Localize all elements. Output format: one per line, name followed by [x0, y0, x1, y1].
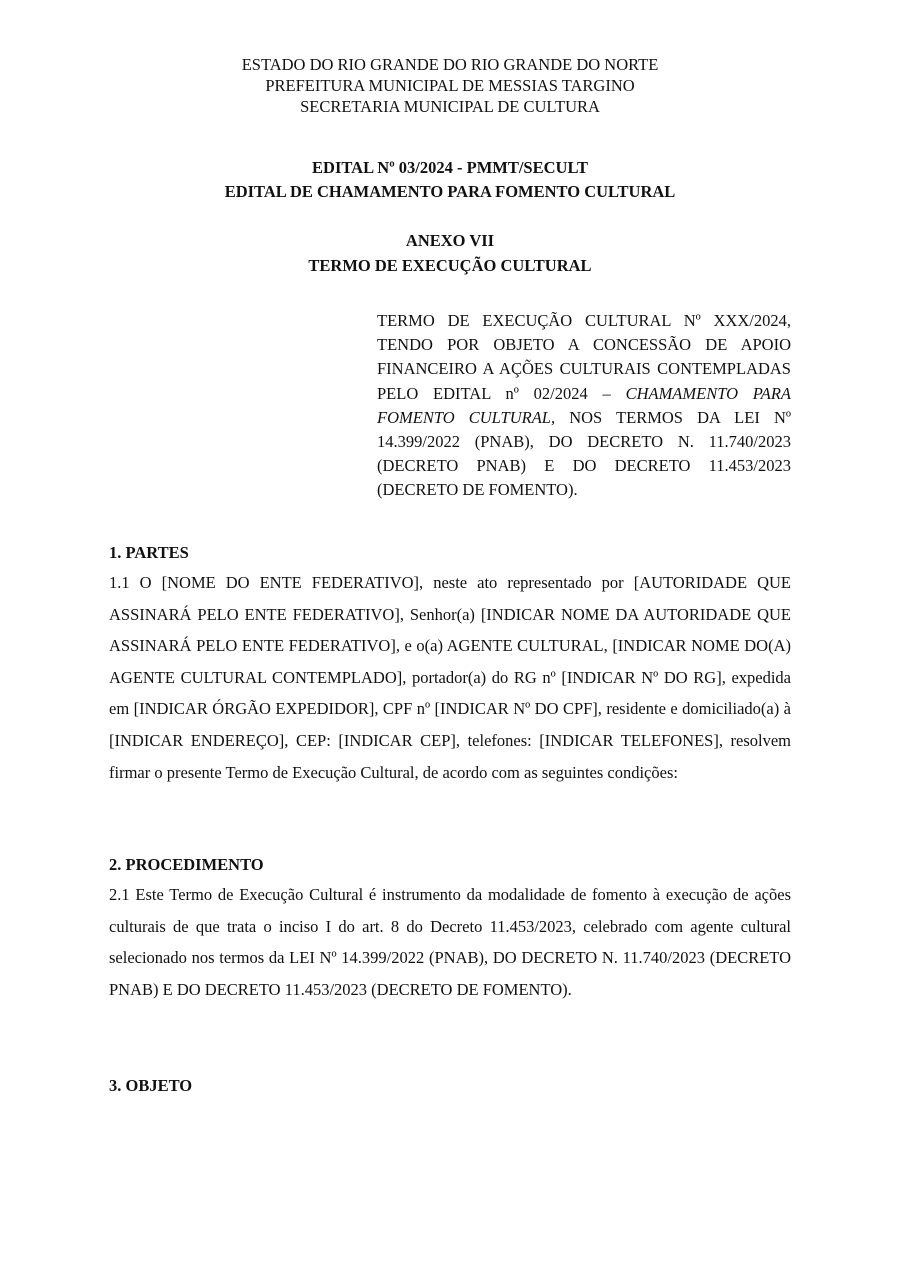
section-title-partes: 1. PARTES [109, 543, 189, 562]
edital-heading [0, 156, 900, 204]
section-text-procedimento: 2.1 Este Termo de Execução Cultural é instrumento da modalidade de fomento à execução de ações culturais de que trata o inciso I do art. 8 do Decreto 11.453/2023, celebrado com agente cultural selecionado nos termos da LEI Nº 14.399/2022 (PNAB), DO DECRETO N. 11.740/2023 (DECRETO PNAB) E DO DECRETO 11.453/2023 (DECRETO DE FOMENTO). [109, 885, 791, 999]
header-state: ESTADO DO RIO GRANDE DO RIO GRANDE DO NORTE [241, 55, 659, 74]
section-procedimento [109, 853, 791, 1005]
ementa-italic: CHAMAMENTO PARA FOMENTO CULTURAL, [377, 383, 791, 427]
ementa-part-2: NOS TERMOS DA LEI Nº 14.399/2022 (PNAB), DO DECRETO N. 11.740/2023 (DECRETO PNAB) E DO DECRETO 11.453/2023 (DECRETO DE FOMENTO). [377, 407, 791, 500]
section-partes [109, 541, 791, 788]
anexo-heading [0, 228, 900, 278]
header-prefecture: PREFEITURA MUNICIPAL DE MESSIAS TARGINO [265, 76, 635, 95]
section-title-objeto: 3. OBJETO [109, 1076, 193, 1095]
edital-number: EDITAL Nº 03/2024 - PMMT/SECULT [312, 158, 588, 177]
section-title-procedimento: 2. PROCEDIMENTO [109, 855, 264, 874]
edital-title: EDITAL DE CHAMAMENTO PARA FOMENTO CULTURAL [224, 182, 676, 201]
section-text-partes: 1.1 O [NOME DO ENTE FEDERATIVO], neste ato representado por [AUTORIDADE QUE ASSINARÁ PELO ENTE FEDERATIVO], Senhor(a) [INDICAR NOME DA AUTORIDADE QUE ASSINARÁ PELO ENTE FEDERATIVO], e o(a) AGENTE CULTURAL, [INDICAR NOME DO(A) AGENTE CULTURAL CONTEMPLADO], portador(a) do RG nº [INDICAR Nº DO RG], expedida em [INDICAR ÓRGÃO EXPEDIDOR], CPF nº [INDICAR Nº DO CPF], residente e domiciliado(a) à [INDICAR ENDEREÇO], CEP: [INDICAR CEP], telefones: [INDICAR TELEFONES], resolvem firmar o presente Termo de Execução Cultural, de acordo com as seguintes condições: [109, 573, 791, 782]
header-secretariat: SECRETARIA MUNICIPAL DE CULTURA [300, 97, 600, 116]
section-objeto [109, 1074, 791, 1100]
anexo-title: TERMO DE EXECUÇÃO CULTURAL [308, 256, 592, 275]
document-header [0, 54, 900, 117]
ementa-part-1: TERMO DE EXECUÇÃO CULTURAL Nº XXX/2024, TENDO POR OBJETO A CONCESSÃO DE APOIO FINANCEIRO A AÇÕES CULTURAIS CONTEMPLADAS PELO EDITAL nº 02/2024 – [377, 311, 791, 403]
anexo-label: ANEXO VII [405, 231, 495, 250]
ementa-paragraph [377, 309, 791, 503]
